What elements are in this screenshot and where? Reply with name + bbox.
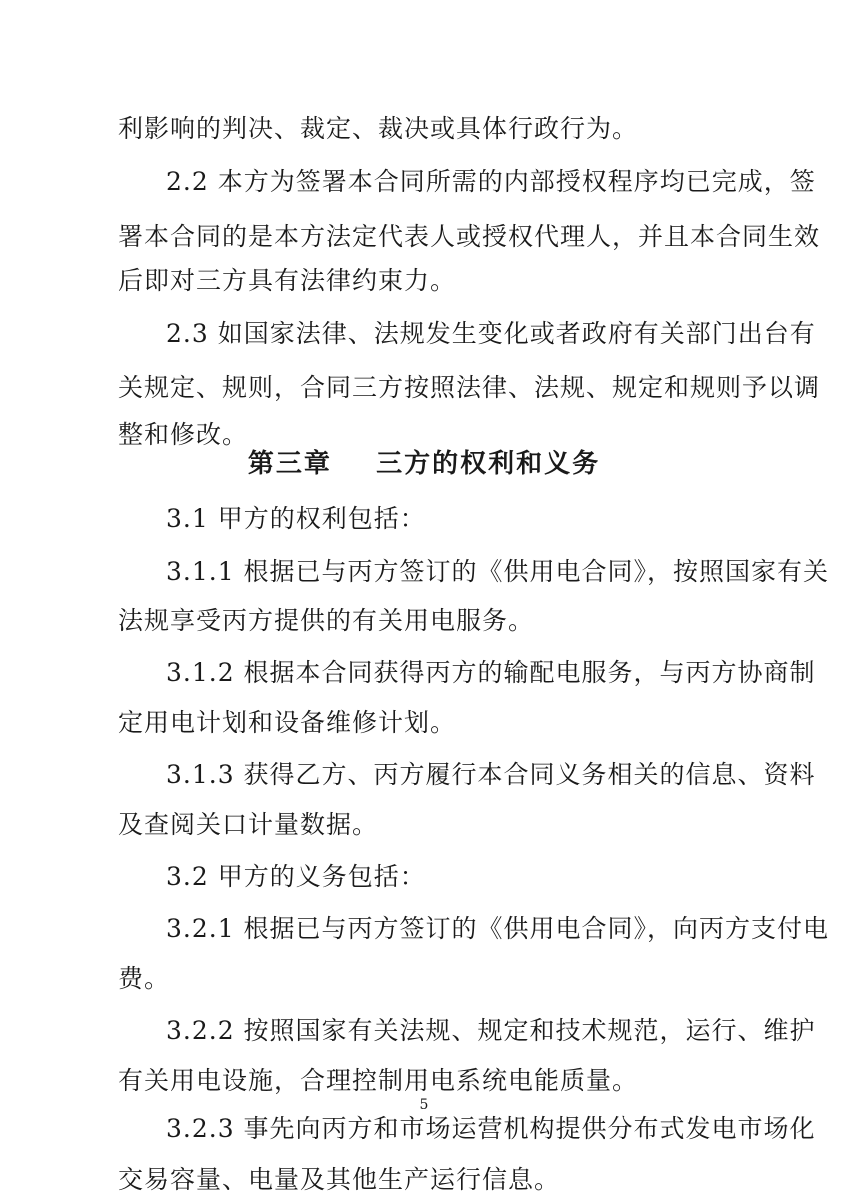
paragraph-line: 署本合同的是本方法定代表人或授权代理人，并且本合同生效 [118,222,821,251]
paragraph-line: 法规享受丙方提供的有关用电服务。 [118,606,535,635]
paragraph-line: 3.2.1 根据已与丙方签订的《供用电合同》，向丙方支付电 [166,914,830,943]
paragraph-line: 3.2.3 事先向丙方和市场运营机构提供分布式发电市场化 [166,1114,816,1143]
paragraph-line: 后即对三方具有法律约束力。 [118,266,457,295]
paragraph-line: 利影响的判决、裁定、裁决或具体行政行为。 [118,114,639,143]
paragraph-line: 3.1.2 根据本合同获得丙方的输配电服务，与丙方协商制 [166,658,816,687]
paragraph-line: 2.3 如国家法律、法规发生变化或者政府有关部门出台有 [166,319,816,348]
paragraph-line: 有关用电设施，合理控制用电系统电能质量。 [118,1066,639,1095]
paragraph-line: 2.2 本方为签署本合同所需的内部授权程序均已完成，签 [166,167,816,196]
paragraph-line: 整和修改。 [118,420,249,449]
paragraph-line: 费。 [118,964,171,993]
paragraph-line: 3.1.1 根据已与丙方签订的《供用电合同》，按照国家有关 [166,557,830,586]
paragraph-line: 3.1 甲方的权利包括： [166,504,426,533]
paragraph-line: 3.2 甲方的义务包括： [166,862,426,891]
paragraph-line: 关规定、规则，合同三方按照法律、法规、规定和规则予以调 [118,373,821,402]
paragraph-line: 及查阅关口计量数据。 [118,810,379,839]
paragraph-line: 交易容量、电量及其他生产运行信息。 [118,1165,561,1194]
paragraph-line: 3.2.2 按照国家有关法规、规定和技术规范，运行、维护 [166,1016,816,1045]
page-number: 5 [419,1097,429,1113]
paragraph-line: 3.1.3 获得乙方、丙方履行本合同义务相关的信息、资料 [166,760,816,789]
paragraph-line: 定用电计划和设备维修计划。 [118,708,457,737]
chapter-heading: 第三章 三方的权利和义务 [247,449,601,479]
